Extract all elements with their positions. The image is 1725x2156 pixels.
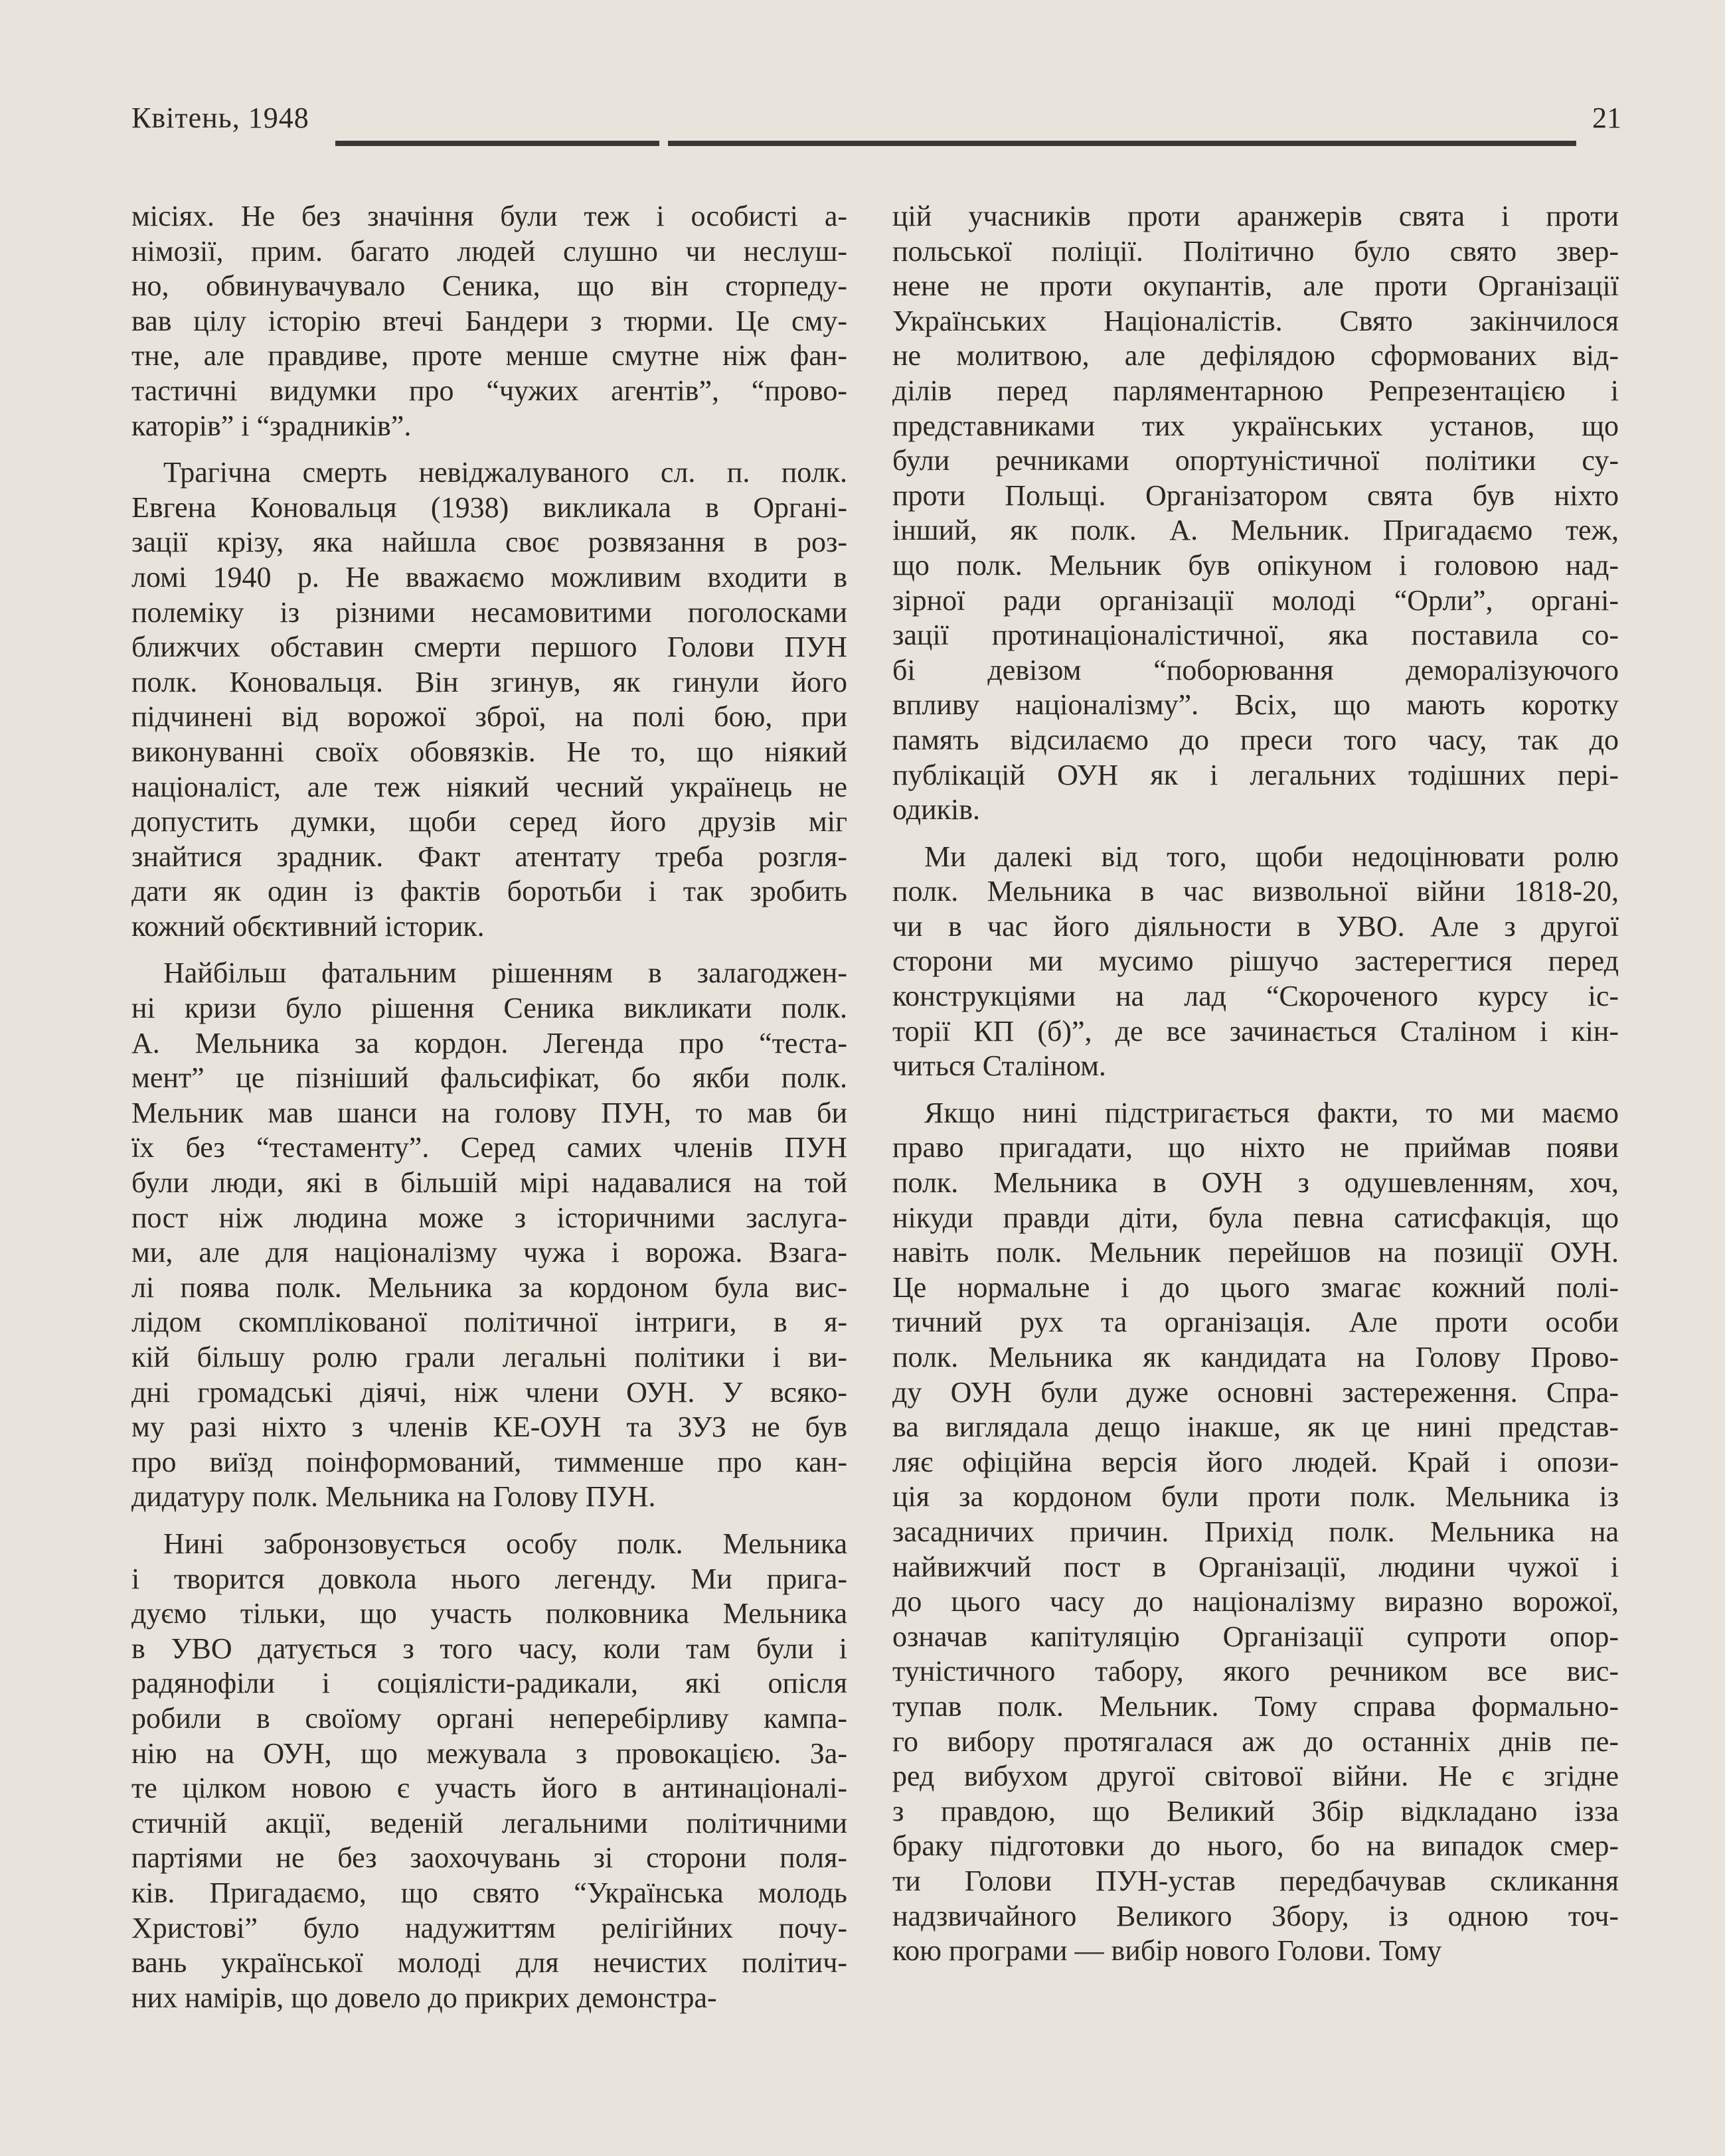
text-line: зації крізу, яка найшла своє розвязання в роз- bbox=[131, 526, 847, 559]
text-line: го вибору протягалася аж до останніх днів пе- bbox=[892, 1725, 1619, 1758]
text-line: тичний рух та організація. Але проти особи bbox=[892, 1306, 1619, 1339]
text-line: ду ОУН були дуже основні застереження. Спра- bbox=[892, 1375, 1619, 1409]
text-line: публікацій ОУН як і легальних тодішних пері- bbox=[892, 758, 1619, 791]
text-line: Евгена Коновальця (1938) викликала в Органі- bbox=[131, 491, 847, 524]
text-line: полеміку із різними несамовитими поголосками bbox=[131, 595, 847, 629]
text-line: вав цілу історію втечі Бандери з тюрми. Це сму- bbox=[131, 304, 847, 337]
text-line: те цілком новою є участь його в антинаціоналі- bbox=[131, 1772, 847, 1805]
text-line: стичній акції, веденій легальними політичними bbox=[131, 1806, 847, 1839]
text-line: му разі ніхто з членів КЕ-ОУН та ЗУЗ не був bbox=[131, 1411, 847, 1444]
text-line: їх без “тестаменту”. Серед самих членів ПУН bbox=[131, 1131, 847, 1164]
text-line: дати як один із фактів боротьби і так зробить bbox=[131, 875, 847, 908]
text-line: в УВО датується з того часу, коли там були і bbox=[131, 1632, 847, 1665]
text-line: мент” це пізніший фальсифікат, бо якби полк. bbox=[131, 1061, 847, 1095]
text-line: вань української молоді для нечистих політич- bbox=[131, 1946, 847, 1979]
text-line: Нині забронзовується особу полк. Мельника bbox=[163, 1527, 847, 1560]
text-line: дні громадські діячі, ніж члени ОУН. У всяко- bbox=[131, 1375, 847, 1409]
text-line: дуємо тільки, що участь полковника Мельника bbox=[131, 1597, 847, 1630]
text-line: нікуди правди діти, була певна сатисфакція, що bbox=[892, 1201, 1619, 1234]
right-text-column bbox=[892, 199, 1619, 1969]
text-line: Це нормальне і до цього змагає кожний полі- bbox=[892, 1270, 1619, 1304]
text-line: тупав полк. Мельник. Тому справа формально- bbox=[892, 1689, 1619, 1723]
text-line: Мельник мав шанси на голову ПУН, то мав би bbox=[131, 1096, 847, 1129]
text-line: знайтися зрадник. Факт атентату треба розгля- bbox=[131, 840, 847, 873]
paragraph bbox=[131, 199, 847, 443]
text-line: цій учасників проти аранжерів свята і проти bbox=[892, 200, 1619, 232]
text-line: тне, але правдиве, проте менше смутне ніж фан- bbox=[131, 339, 847, 372]
text-line: Українських Націоналістів. Свято закінчилося bbox=[892, 304, 1619, 337]
text-line: засадничих причин. Прихід полк. Мельника на bbox=[892, 1515, 1619, 1548]
text-line: кій більшу ролю грали легальні політики і ви- bbox=[131, 1341, 847, 1373]
text-line: не молитвою, але дефілядою сформованих від- bbox=[892, 339, 1619, 372]
text-line: Якщо нині підстригається факти, то ми маємо bbox=[924, 1096, 1619, 1129]
paragraph bbox=[892, 840, 1619, 1084]
text-line: но, обвинувачувало Сеника, що він сторпеду- bbox=[131, 270, 847, 303]
text-line: полк. Коновальця. Він згинув, як гинули його bbox=[131, 665, 847, 698]
text-line: Ми далекі від того, щоби недоцінювати ролю bbox=[924, 840, 1619, 873]
text-line: найвижчий пост в Організації, людини чужої і bbox=[892, 1550, 1619, 1583]
text-line: ляє офіційна версія його людей. Край і опози- bbox=[892, 1445, 1619, 1478]
text-line: радянофіли і соціялісти-радикали, які опісля bbox=[131, 1667, 847, 1700]
text-line: чи в час його діяльности в УВО. Але з другої bbox=[892, 909, 1619, 943]
left-text-column bbox=[131, 199, 847, 2015]
text-line: память відсилаємо до преси того часу, так до bbox=[892, 723, 1619, 756]
text-line: кою програми — вибір нового Голови. Тому bbox=[892, 1934, 1442, 1967]
text-line: читься Сталіном. bbox=[892, 1049, 1106, 1083]
text-line: туністичного табору, якого речником все вис- bbox=[892, 1655, 1619, 1688]
text-line: означав капітуляцію Організації супроти опор- bbox=[892, 1620, 1619, 1653]
text-line: навіть полк. Мельник перейшов на позиції ОУН. bbox=[892, 1236, 1619, 1269]
text-line: ми, але для націоналізму чужа і ворожа. Взага- bbox=[131, 1236, 847, 1269]
text-line: торії КП (б)”, де все зачинається Сталіном і кін- bbox=[892, 1014, 1619, 1047]
paragraph bbox=[131, 1527, 847, 2015]
text-line: впливу націоналізму”. Всіх, що мають коротку bbox=[892, 688, 1619, 722]
text-line: ні кризи було рішення Сеника викликати полк. bbox=[131, 992, 847, 1025]
text-line: Трагічна смерть невіджалуваного сл. п. полк. bbox=[163, 456, 847, 489]
page-number: 21 bbox=[1592, 102, 1621, 134]
issue-date: Квітень, 1948 bbox=[131, 102, 309, 134]
text-line: були люди, які в більшій мірі надавалися на той bbox=[131, 1166, 847, 1199]
running-header bbox=[131, 94, 1621, 154]
text-line: виконуванні своїх обовязків. Не то, що ніякий bbox=[131, 735, 847, 768]
text-line: лі поява полк. Мельника за кордоном була вис- bbox=[131, 1270, 847, 1304]
text-line: були речниками опортуністичної політики су- bbox=[892, 444, 1619, 477]
text-line: Найбільш фатальним рішенням в залагоджен- bbox=[163, 957, 847, 990]
paragraph bbox=[892, 1096, 1619, 1969]
header-rule bbox=[335, 141, 659, 146]
text-line: ків. Пригадаємо, що свято “Українська молодь bbox=[131, 1876, 847, 1909]
text-line: про виїзд поінформований, тимменше про кан- bbox=[131, 1445, 847, 1478]
text-line: лідом скомплікованої політичної інтриги, в я- bbox=[131, 1306, 847, 1339]
text-line: ва виглядала дещо інакше, як це нині представ- bbox=[892, 1411, 1619, 1444]
text-line: полк. Мельника в ОУН з одушевленням, хоч, bbox=[892, 1166, 1619, 1199]
text-line: представниками тих українських установ, що bbox=[892, 409, 1619, 442]
text-line: місіях. Не без значіння були теж і особисті а- bbox=[131, 200, 847, 232]
paragraph bbox=[892, 199, 1619, 828]
text-line: німозії, прим. багато людей слушно чи неслуш- bbox=[131, 234, 847, 268]
text-line: браку підготовки до нього, бо на випадок смер- bbox=[892, 1829, 1619, 1863]
text-line: сторони ми мусимо рішучо застерегтися перед bbox=[892, 945, 1619, 978]
text-line: полк. Мельника як кандидата на Голову Прово- bbox=[892, 1341, 1619, 1373]
text-line: робили в своїому органі неперебірливу кампа- bbox=[131, 1701, 847, 1734]
text-line: ти Голови ПУН-устав передбачував скликання bbox=[892, 1864, 1619, 1897]
paragraph bbox=[131, 455, 847, 944]
text-line: каторів” і “зрадників”. bbox=[131, 409, 412, 442]
text-line: бі девізом “поборювання деморалізуючого bbox=[892, 653, 1619, 686]
text-line: націоналіст, але теж ніякий чесний українець не bbox=[131, 770, 847, 803]
text-line: ція за кордоном були проти полк. Мельника із bbox=[892, 1480, 1619, 1513]
text-line: партіями не без заохочувань зі сторони поля- bbox=[131, 1841, 847, 1875]
text-line: допустить думки, щоби серед його друзів міг bbox=[131, 805, 847, 838]
text-line: нію на ОУН, що межувала з провокацією. За- bbox=[131, 1736, 847, 1770]
paragraph bbox=[131, 956, 847, 1515]
text-line: них намірів, що довело до прикрих демонстра- bbox=[131, 1981, 717, 2014]
text-line: ред вибухом другої світової війни. Не є згідне bbox=[892, 1760, 1619, 1793]
text-line: ділів перед парляментарною Репрезентацією і bbox=[892, 374, 1619, 407]
text-line: А. Мельника за кордон. Легенда про “теста- bbox=[131, 1026, 847, 1059]
text-line: підчинені від ворожої зброї, на полі бою, при bbox=[131, 700, 847, 733]
text-line: пост ніж людина може з історичними заслуга- bbox=[131, 1201, 847, 1234]
text-line: Христові” було надужиттям релігійних почу- bbox=[131, 1911, 847, 1944]
text-line: польської поліції. Політично було свято звер- bbox=[892, 234, 1619, 268]
text-line: до цього часу до націоналізму виразно ворожої, bbox=[892, 1585, 1619, 1618]
text-line: інший, як полк. А. Мельник. Пригадаємо теж, bbox=[892, 514, 1619, 547]
text-line: ближчих обставин смерти першого Голови ПУН bbox=[131, 631, 847, 664]
text-line: ломі 1940 р. Не вважаємо можливим входити в bbox=[131, 560, 847, 593]
text-line: з правдою, що Великий Збір відкладано ізза bbox=[892, 1794, 1619, 1827]
text-line: одиків. bbox=[892, 793, 981, 826]
text-line: і творится довкола нього легенду. Ми прига- bbox=[131, 1562, 847, 1595]
text-line: зірної ради організації молоді “Орли”, органі- bbox=[892, 583, 1619, 617]
text-line: тастичні видумки про “чужих агентів”, “прово- bbox=[131, 374, 847, 407]
header-rule bbox=[668, 141, 1576, 146]
text-line: дидатуру полк. Мельника на Голову ПУН. bbox=[131, 1480, 656, 1513]
text-line: конструкціями на лад “Скороченого курсу іс- bbox=[892, 980, 1619, 1013]
text-line: що полк. Мельник був опікуном і головою над- bbox=[892, 548, 1619, 581]
text-line: зації протинаціоналістичної, яка поставила со- bbox=[892, 619, 1619, 652]
text-line: проти Польщі. Організатором свята був ніхто bbox=[892, 479, 1619, 512]
text-line: полк. Мельника в час визвольної війни 1818-20, bbox=[892, 875, 1619, 908]
text-line: право пригадати, що ніхто не приймав появи bbox=[892, 1131, 1619, 1164]
text-line: нене не проти окупантів, але проти Організації bbox=[892, 270, 1619, 303]
text-line: кожний обєктивний історик. bbox=[131, 909, 485, 943]
text-line: надзвичайного Великого Збору, із одною точ- bbox=[892, 1899, 1619, 1932]
